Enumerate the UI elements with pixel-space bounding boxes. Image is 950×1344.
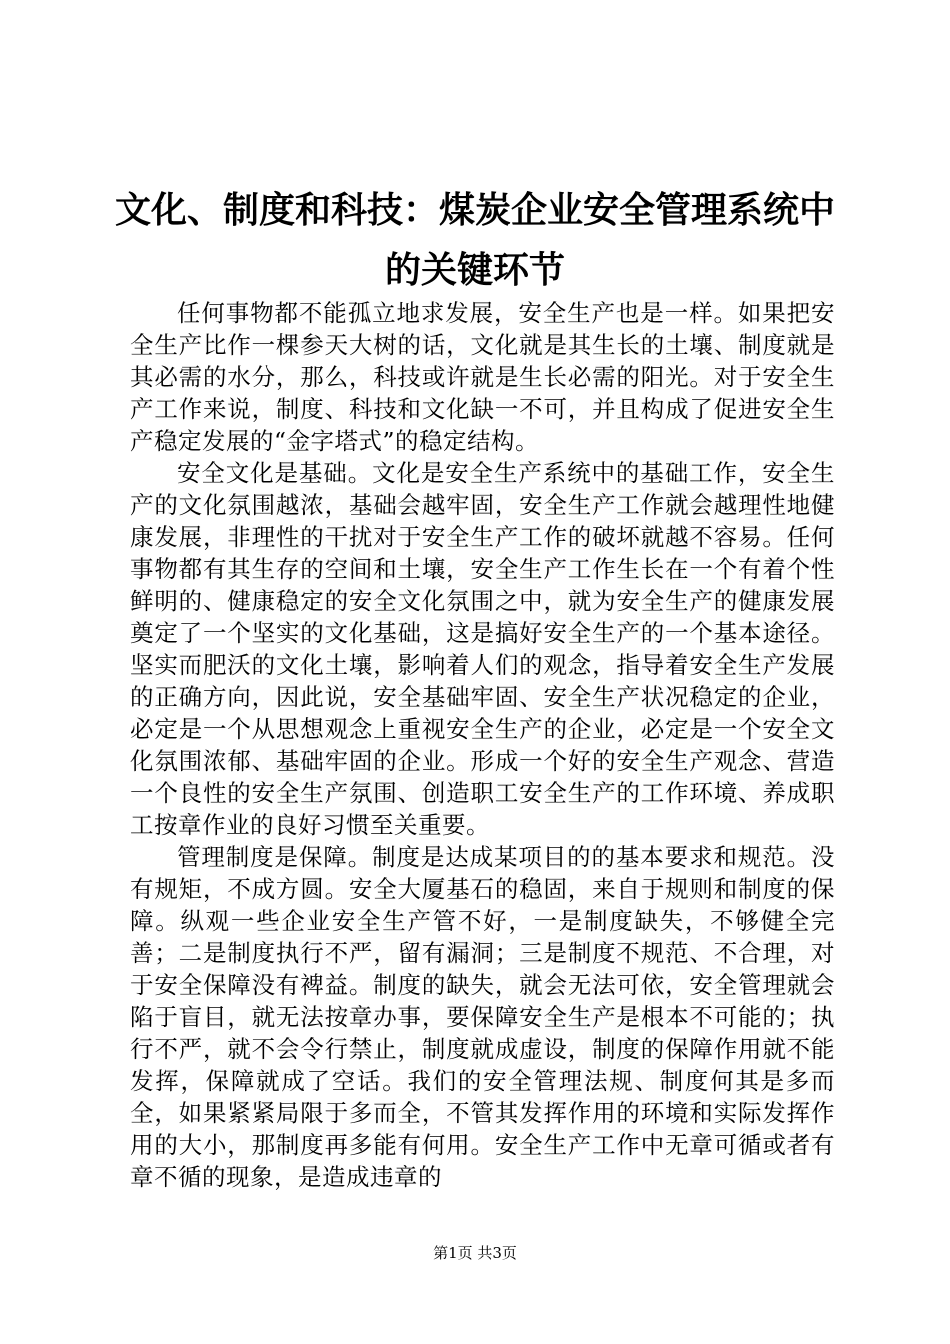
document-body <box>130 297 835 1193</box>
paragraph: 管理制度是保障。制度是达成某项目的的基本要求和规范。没有规矩，不成方圆。安全大厦基石的稳固，来自于规则和制度的保障。纵观一些企业安全生产管不好，一是制度缺失，不够健全完善；二是制度执行不严，留有漏洞；三是制度不规范、不合理，对于安全保障没有裨益。制度的缺失，就会无法可依，安全管理就会陷于盲目，就无法按章办事，要保障安全生产是根本不可能的；执行不严，就不会令行禁止，制度就成虚设，制度的保障作用就不能发挥，保障就成了空话。我们的安全管理法规、制度何其是多而全，如果紧紧局限于多而全，不管其发挥作用的环境和实际发挥作用的大小，那制度再多能有何用。安全生产工作中无章可循或者有章不循的现象，是造成违章的 <box>130 843 835 1191</box>
paragraph: 安全文化是基础。文化是安全生产系统中的基础工作，安全生产的文化氛围越浓，基础会越牢固，安全生产工作就会越理性地健康发展，非理性的干扰对于安全生产工作的破坏就越不容易。任何事物都有其生存的空间和土壤，安全生产工作生长在一个有着个性鲜明的、健康稳定的安全文化氛围之中，就为安全生产的健康发展奠定了一个坚实的文化基础，这是搞好安全生产的一个基本途径。坚实而肥沃的文化土壤，影响着人们的观念，指导着安全生产发展的正确方向，因此说，安全基础牢固、安全生产状况稳定的企业，必定是一个从思想观念上重视安全生产的企业，必定是一个安全文化氛围浓郁、基础牢固的企业。形成一个好的安全生产观念、营造一个良性的安全生产氛围、创造职工安全生产的工作环境、养成职工按章作业的良好习惯至关重要。 <box>130 459 835 839</box>
document-title <box>100 180 850 300</box>
title-line-2: 的关键环节 <box>384 249 565 291</box>
title-line-1: 文化、制度和科技：煤炭企业安全管理系统中 <box>114 189 835 231</box>
paragraph: 任何事物都不能孤立地求发展，安全生产也是一样。如果把安全生产比作一棵参天大树的话，文化就是其生长的土壤、制度就是其必需的水分，那么，科技或许就是生长必需的阳光。对于安全生产工作来说，制度、科技和文化缺一不可，并且构成了促进安全生产稳定发展的“金字塔式”的稳定结构。 <box>130 299 835 455</box>
page-footer: 第1页 共3页 <box>433 1244 517 1262</box>
